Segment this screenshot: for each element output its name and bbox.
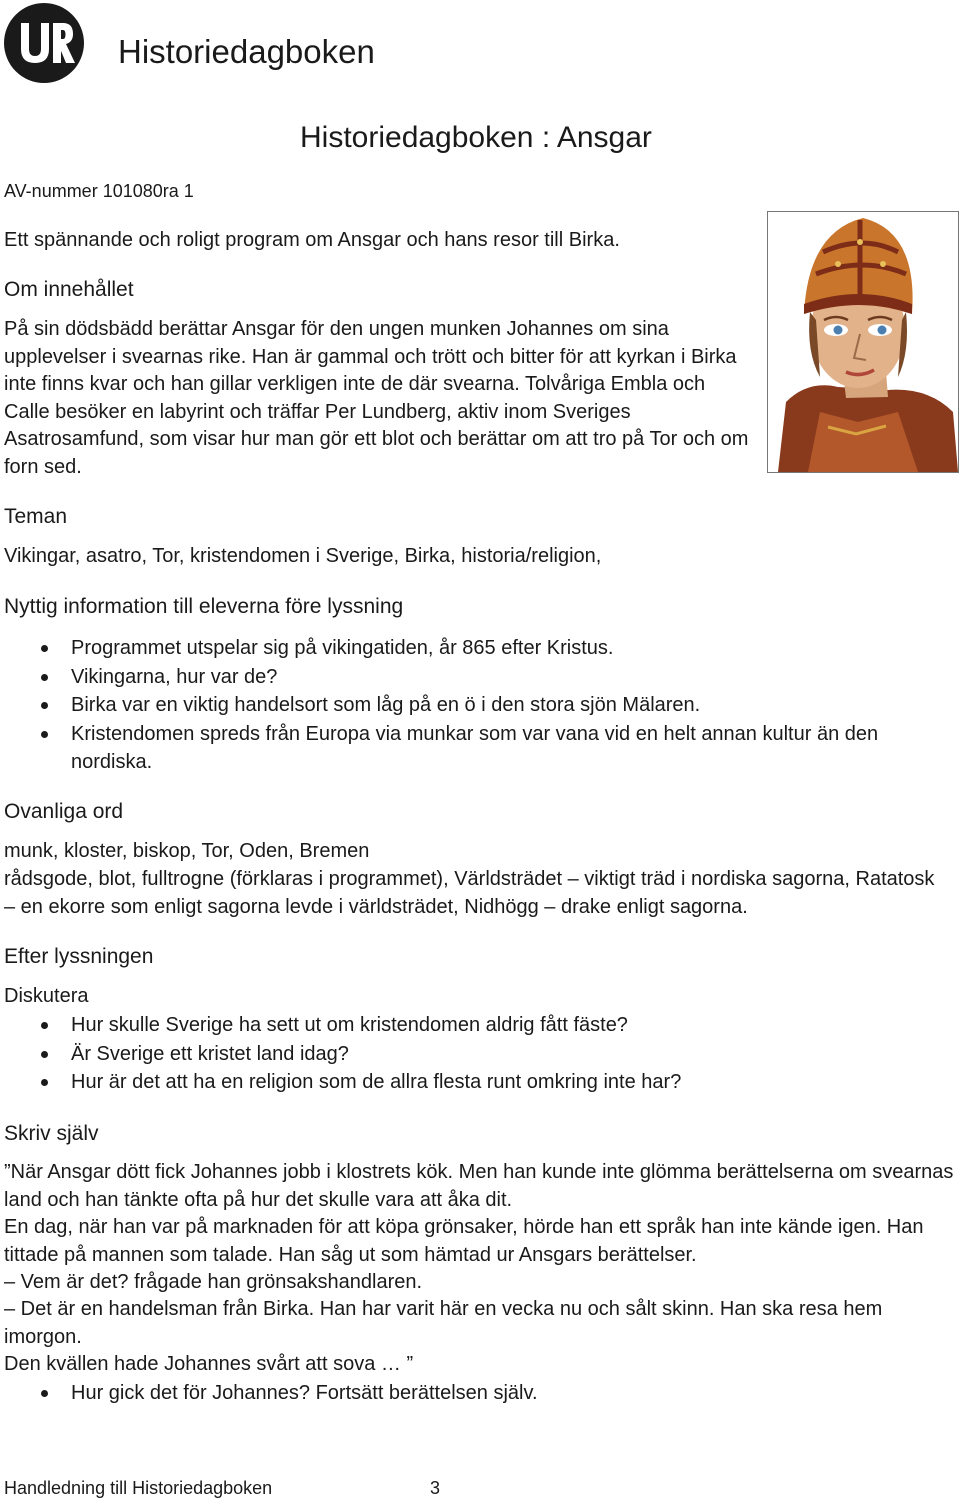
skriv-list [4, 1379, 949, 1408]
skriv-paragraph-1: ”När Ansgar dött fick Johannes jobb i klostrets kök. Men han kunde inte glömma berättelserna om svearnas land och han tänkte ofta på hur det skulle vara att åka dit. [4, 1161, 954, 1211]
list-item: Vikingarna, hur var de? [4, 663, 949, 692]
nyttig-list [4, 634, 949, 777]
list-item: Birka var en viktig handelsort som låg på en ö i den stora sjön Mälaren. [4, 691, 949, 720]
document-title: Historiedagboken : Ansgar [300, 121, 652, 154]
av-number: AV-nummer 101080ra 1 [4, 181, 194, 201]
skriv-paragraph-4: – Det är en handelsman från Birka. Han har varit här en vecka nu och sålt skinn. Han ska resa hem imorgon. [4, 1298, 883, 1348]
ansgar-portrait-image [767, 211, 959, 473]
brand-title: Historiedagboken [118, 33, 375, 70]
bullet-icon [41, 645, 48, 652]
heading-om-innehallet: Om innehållet [4, 278, 134, 301]
heading-ovanliga-ord: Ovanliga ord [4, 800, 124, 823]
list-item: Kristendomen spreds från Europa via munkar som var vana vid en helt annan kultur än den nordiska. [4, 720, 949, 777]
ovanliga-line-1: munk, kloster, biskop, Tor, Oden, Bremen [4, 840, 370, 862]
bullet-icon [41, 1022, 48, 1029]
bullet-icon [41, 702, 48, 709]
heading-nyttig-information: Nyttig information till eleverna före lyssning [4, 595, 404, 618]
heading-efter-lyssningen: Efter lyssningen [4, 945, 154, 968]
bullet-icon [41, 1390, 48, 1397]
bullet-icon [41, 731, 48, 738]
skriv-paragraph-3: – Vem är det? frågade han grönsakshandlaren. [4, 1271, 423, 1293]
list-item: Hur skulle Sverige ha sett ut om kristendomen aldrig fått fäste? [4, 1011, 949, 1040]
list-item: Hur gick det för Johannes? Fortsätt berättelsen själv. [4, 1379, 949, 1408]
teman-text: Vikingar, asatro, Tor, kristendomen i Sverige, Birka, historia/religion, [4, 545, 602, 567]
skriv-paragraph-5: Den kvällen hade Johannes svårt att sova … ” [4, 1353, 414, 1375]
bullet-icon [41, 674, 48, 681]
list-item: Hur är det att ha en religion som de allra flesta runt omkring inte har? [4, 1068, 949, 1097]
bullet-icon [41, 1079, 48, 1086]
footer-label: Handledning till Historiedagboken [4, 1478, 273, 1498]
intro-text: Ett spännande och roligt program om Ansgar och hans resor till Birka. [4, 229, 620, 251]
heading-teman: Teman [4, 505, 68, 528]
skriv-paragraph-2: En dag, när han var på marknaden för att köpa grönsaker, hörde han ett språk han inte kände igen. Han tittade på mannen som talade. Han såg ut som hämtad ur Ansgars berättelser. [4, 1216, 924, 1266]
diskutera-list [4, 1011, 949, 1097]
list-item: Är Sverige ett kristet land idag? [4, 1040, 949, 1069]
page-number: 3 [430, 1478, 441, 1498]
om-innehallet-text: På sin dödsbädd berättar Ansgar för den ungen munken Johannes om sina upplevelser i svearnas rike. Han är gammal och trött och bitter för att kyrkan i Birka inte finns kvar och han gillar verkligen inte de där svearna. Tolvåriga Embla och Calle besöker en labyrint och träffar Per Lundberg, aktiv inom Sveriges Asatrosamfund, som visar hur man gör ett blot och berättar om att tro på Tor och om forn sed. [4, 318, 749, 478]
heading-skriv-sjalv: Skriv själv [4, 1122, 99, 1145]
list-item: Programmet utspelar sig på vikingatiden, år 865 efter Kristus. [4, 634, 949, 663]
ovanliga-line-2: rådsgode, blot, fulltrogne (förklaras i programmet), Världsträdet – viktigt träd i nordiska sagorna, Ratatosk – en ekorre som enligt sagorna levde i världsträdet, Nidhögg – drake enligt sagorna. [4, 868, 935, 918]
diskutera-label: Diskutera [4, 985, 89, 1007]
bullet-icon [41, 1051, 48, 1058]
ur-logo [4, 3, 84, 83]
